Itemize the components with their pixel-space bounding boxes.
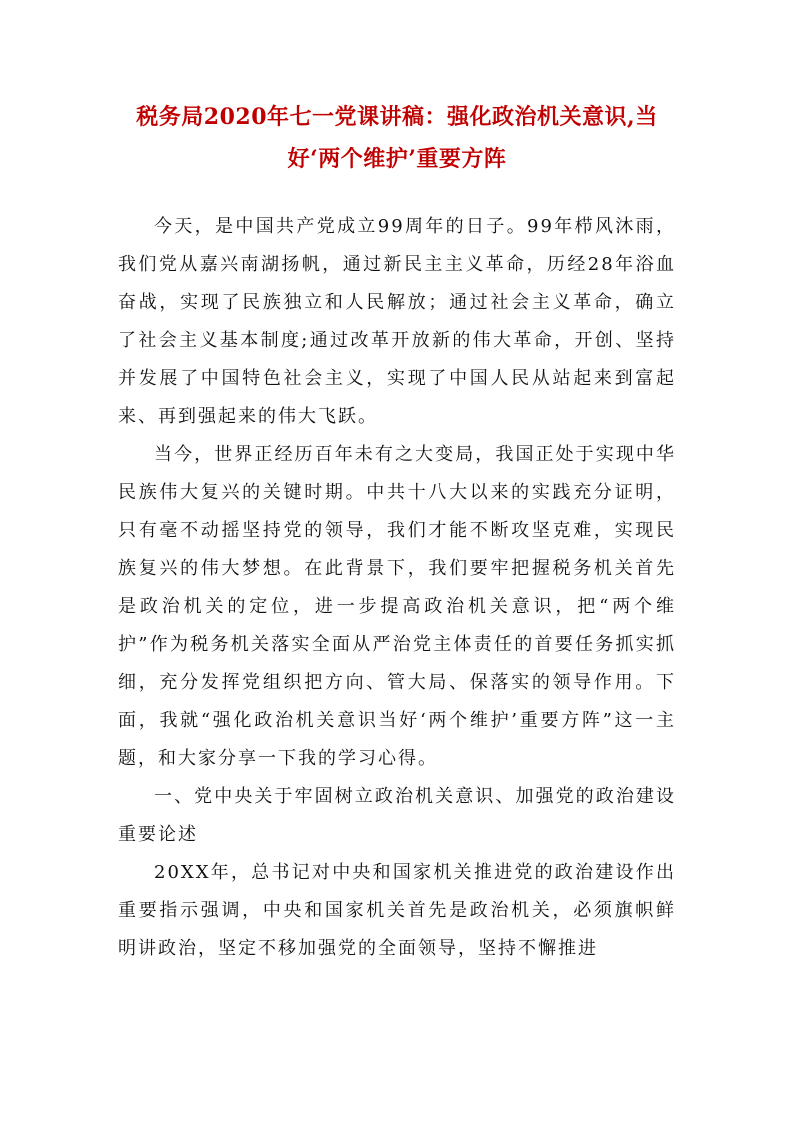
body-paragraph-2: 当今，世界正经历百年未有之大变局，我国正处于实现中华民族伟大复兴的关键时期。中共十八大以来的实践充分证明，只有毫不动摇坚持党的领导，我们才能不断攻坚克难，实现民族复兴的伟大梦想。在此背景下，我们要牢把握税务机关首先是政治机关的定位，进一步提高政治机关意识，把“两个维护”作为税务机关落实全面从严治党主体责任的首要任务抓实抓细，充分发挥党组织把方向、管大局、保落实的领导作用。下面，我就“强化政治机关意识当好‘两个维护’重要方阵”这一主题，和大家分享一下我的学习心得。 xyxy=(118,444,676,769)
document-body xyxy=(118,208,676,968)
body-paragraph-1: 今天，是中国共产党成立99周年的日子。99年栉风沐雨，我们党从嘉兴南湖扬帆，通过新民主主义革命，历经28年浴血奋战，实现了民族独立和人民解放；通过社会主义革命，确立了社会主义基本制度;通过改革开放新的伟大革命，开创、坚持并发展了中国特色社会主义，实现了中国人民从站起来到富起来、再到强起来的伟大飞跃。 xyxy=(118,216,676,427)
body-paragraph-3: 20XX年，总书记对中央和国家机关推进党的政治建设作出重要指示强调，中央和国家机关首先是政治机关，必须旗帜鲜明讲政治，坚定不移加强党的全面领导，坚持不懈推进 xyxy=(118,862,676,959)
document-title: 税务局2020年七一党课讲稿：强化政治机关意识,当好‘两个维护’重要方阵 xyxy=(136,104,658,172)
section-heading: 一、党中央关于牢固树立政治机关意识、加强党的政治建设重要论述 xyxy=(118,786,676,845)
